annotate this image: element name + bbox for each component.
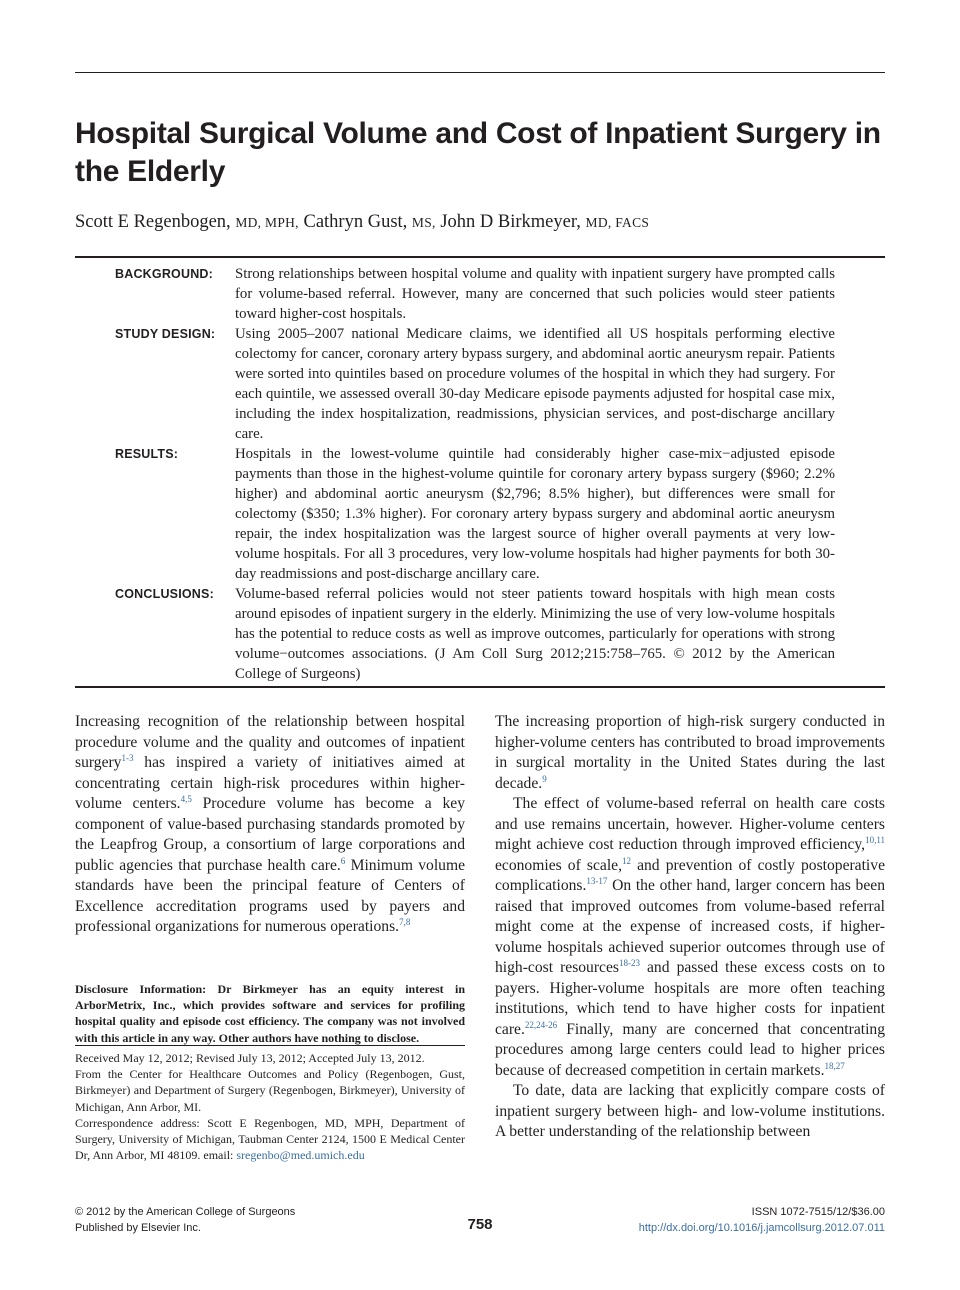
author-name: John D Birkmeyer, <box>440 212 581 232</box>
reference-link[interactable]: 13-17 <box>586 876 608 886</box>
body-text: The effect of volume-based referral on health care costs and use remains uncertain, however. Higher-volume centers might achieve cost reduction through improved efficiency, <box>495 795 885 853</box>
affiliation: From the Center for Healthcare Outcomes and Policy (Regenbogen, Gust, Birkmeyer) and Department of Surgery (Regenbogen, Birkmeyer), University of Michigan, Ann Arbor, MI. <box>75 1067 465 1114</box>
reference-link[interactable]: 1-3 <box>121 753 134 763</box>
reference-link[interactable]: 22,24-26 <box>524 1019 558 1030</box>
body-text: To date, data are lacking that explicitly compare costs of inpatient surgery between high- and low-volume institutions. A better understanding of the relationship between <box>495 1082 885 1140</box>
body-text: has inspired a variety of initiatives aimed at concentrating certain high-risk procedures within higher-volume centers. <box>75 754 465 812</box>
author-credentials: MS, <box>411 215 436 230</box>
abstract-box <box>75 256 885 688</box>
article-title: Hospital Surgical Volume and Cost of Inpatient Surgery in the Elderly <box>75 117 881 188</box>
author-credentials: MD, MPH, <box>235 215 299 230</box>
received-dates: Received May 12, 2012; Revised July 13, 2012; Accepted July 13, 2012. <box>75 1051 425 1065</box>
author-name: Scott E Regenbogen, <box>75 212 231 232</box>
footer-publisher: Published by Elsevier Inc. <box>75 1221 201 1234</box>
reference-link[interactable]: 18-23 <box>618 958 640 968</box>
body-paragraph <box>495 1081 885 1143</box>
body-text: Finally, many are concerned that concentrating procedures among large centers could lead to higher prices because of decreased competition in certain markets. <box>495 1020 885 1079</box>
abstract-text: Volume-based referral policies would not steer patients toward hospitals with high mean costs around episodes of inpatient surgery in the elderly. Minimizing the use of very low-volume hospitals has the potential to reduce costs as well as improve outcomes, particularly for operations with strong volume−outcomes associations. (J Am Coll Surg 2012;215:758–765. © 2012 by the American College of Surgeons) <box>235 586 835 682</box>
reference-link[interactable]: 12 <box>621 855 631 866</box>
reference-link[interactable]: 9 <box>542 773 547 784</box>
reference-link[interactable]: 4,5 <box>180 794 192 804</box>
footer-issn: ISSN 1072-7515/12/$36.00 <box>751 1206 885 1218</box>
abstract-text: Using 2005–2007 national Medicare claims, we identified all US hospitals performing elective colectomy for cancer, coronary artery bypass surgery, and abdominal aortic aneurysm repair. Patients were sorted into quintiles based on procedure volumes of the hospital in which they had surgery. For each quintile, we assessed overall 30-day Medicare episode payments adjusted for hospital case mix, including the index hospitalization, readmissions, physician services, and post-discharge ancillary care. <box>235 326 835 442</box>
abstract-label: BACKGROUND: <box>115 267 214 281</box>
body-paragraph <box>495 712 885 794</box>
body-column-left <box>75 712 465 938</box>
abstract-label: CONCLUSIONS: <box>115 587 214 601</box>
reference-link[interactable]: 6 <box>340 855 346 866</box>
abstract-text: Hospitals in the lowest-volume quintile had considerably higher case-mix−adjusted episode payments than those in the highest-volume quintile for coronary artery bypass surgery ($960; 2.2% higher) and abdominal aortic aneurysm ($2,796; 8.5% higher), but differences were small for colectomy ($350; 1.3% higher). For coronary artery bypass surgery and abdominal aortic aneurysm repair, the index hospitalization was the largest source of higher overall payments at very low-volume hospitals. For all 3 procedures, very low-volume hospitals had higher payments for both 30-day readmissions and post-discharge ancillary care. <box>235 446 835 582</box>
page-number: 758 <box>467 1216 493 1233</box>
body-text: and passed these excess costs on to payers. Higher-volume hospitals are more often teaching institutions, which tend to have higher costs for inpatient care. <box>495 959 885 1038</box>
footnote-rule <box>75 1045 465 1046</box>
author-name: Cathryn Gust, <box>303 212 408 232</box>
correspondence-address: Correspondence address: Scott E Regenbogen, MD, MPH, Department of Surgery, University of Michigan, Taubman Center 2124, 1500 E Medical Center Dr, Ann Arbor, MI 48109. email: <box>75 1115 465 1163</box>
doi-link[interactable]: http://dx.doi.org/10.1016/j.jamcollsurg.2012.07.011 <box>638 1221 885 1234</box>
body-text: On the other hand, larger concern has been raised that improved outcomes from volume-based referral might come at the expense of increased costs, if higher-volume hospitals achieved superior outcomes through use of high-cost resources <box>495 877 885 976</box>
body-text: Increasing recognition of the relationship between hospital procedure volume and the quality and outcomes of inpatient surgery <box>75 713 465 771</box>
body-column-right <box>495 712 885 1143</box>
footer-copyright: © 2012 by the American College of Surgeons <box>75 1206 296 1218</box>
disclosure-text: Disclosure Information: Dr Birkmeyer has an equity interest in ArborMetrix, Inc., which provides software and services for profiling hospital quality and episode cost efficiency. The company was not involved with this article in any way. Other authors have nothing to disclose. <box>75 982 465 1045</box>
correspondence <box>75 1115 465 1164</box>
body-text: economies of scale, <box>495 856 622 874</box>
author-credentials: MD, FACS <box>585 215 650 230</box>
abstract-text: Strong relationships between hospital volume and quality with inpatient surgery have prompted calls for volume-based referral. However, many are concerned that such policies would steer patients toward higher-cost hospitals. <box>235 266 835 322</box>
footer-left <box>75 1205 295 1236</box>
body-paragraph <box>75 712 465 938</box>
disclosure-information <box>75 981 465 1046</box>
author-line <box>75 210 885 235</box>
body-text: The increasing proportion of high-risk surgery conducted in higher-volume centers has contributed to broad improvements in surgical mortality in the United States during the last decade. <box>495 713 885 792</box>
top-rule <box>75 72 885 73</box>
reference-link[interactable]: 10,11 <box>865 835 885 845</box>
reference-link[interactable]: 18,27 <box>824 1060 845 1071</box>
body-text: and prevention of costly postoperative complications. <box>495 856 885 894</box>
article-history <box>75 1050 465 1163</box>
body-text: Procedure volume has become a key component of value-based purchasing standards promoted by the Leapfrog Group, a consortium of large corporations and public agencies that purchase health care. <box>75 795 465 874</box>
footer-right <box>565 1205 885 1236</box>
body-paragraph <box>495 794 885 1081</box>
abstract-label: RESULTS: <box>115 447 179 461</box>
abstract-label: STUDY DESIGN: <box>115 327 216 341</box>
email-link[interactable]: sregenbo@med.umich.edu <box>236 1148 365 1163</box>
body-text: Minimum volume standards have been the principal feature of Centers of Excellence accreditation programs used by payers and professional organizations for numerous operations. <box>75 856 466 935</box>
reference-link[interactable]: 7,8 <box>399 917 411 927</box>
